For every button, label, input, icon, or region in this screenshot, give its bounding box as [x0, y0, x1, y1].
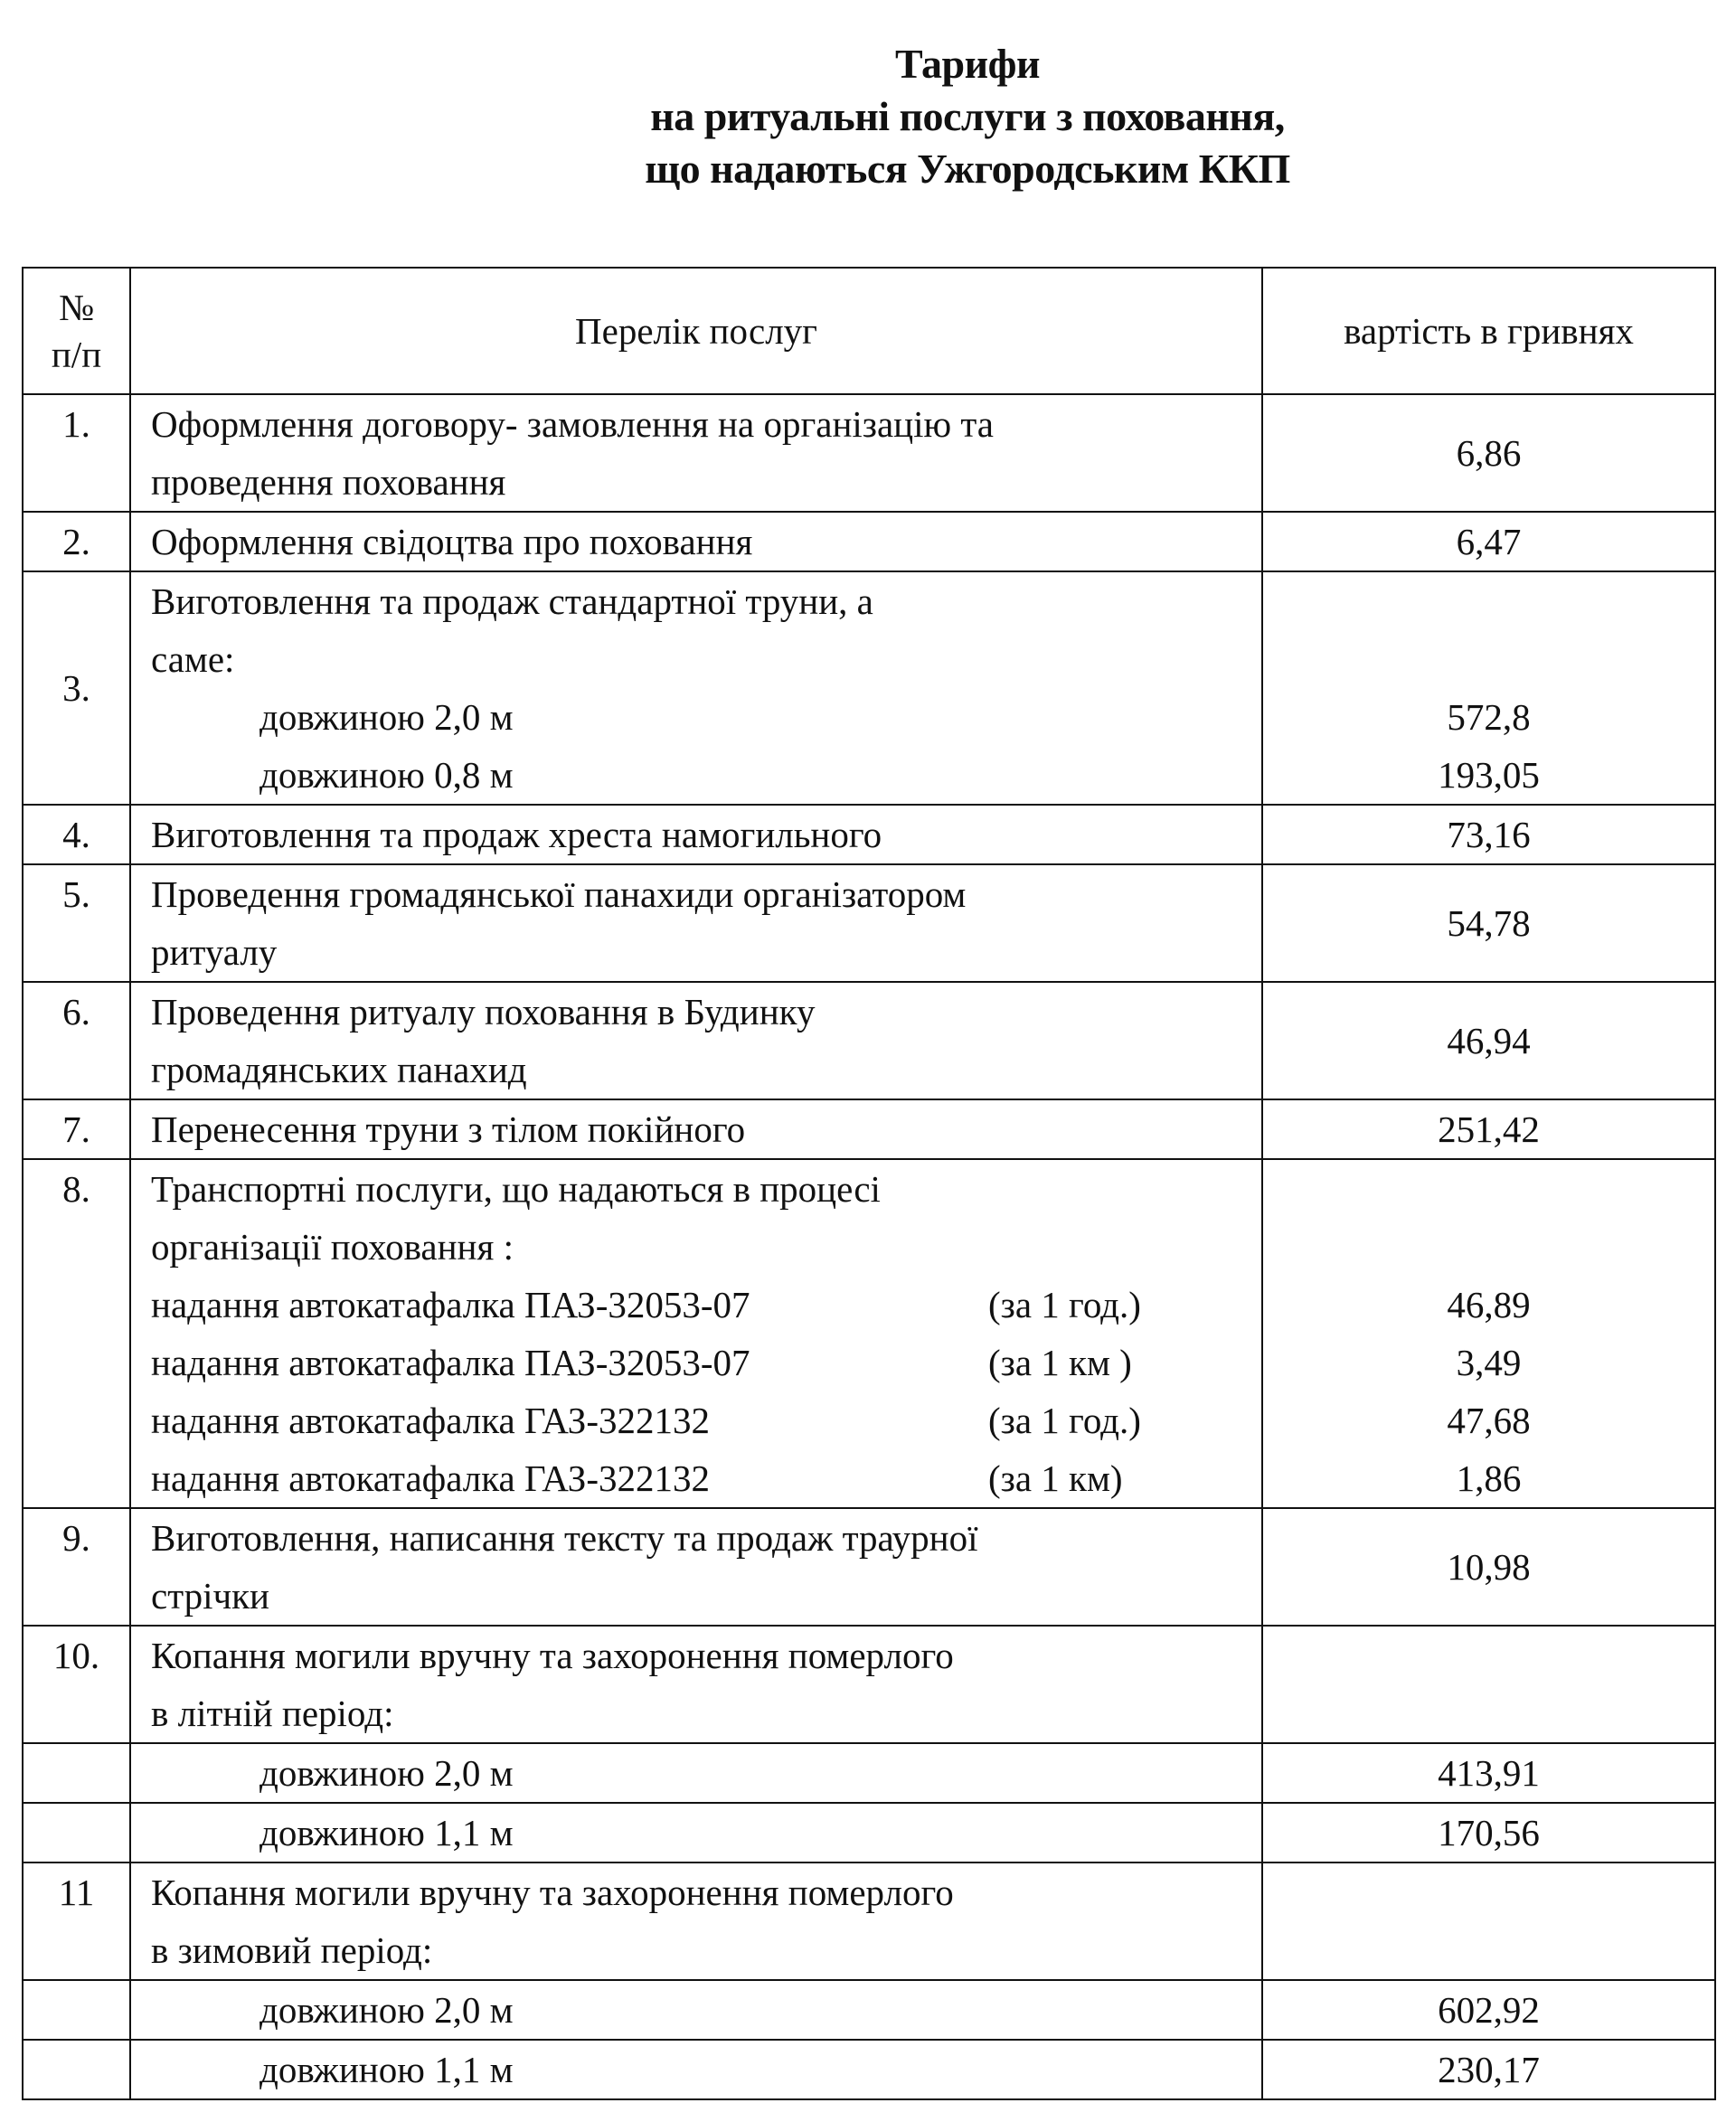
row-number: 10.: [23, 1626, 130, 1743]
row-service: [130, 1863, 1262, 1980]
table-row: [23, 1099, 1715, 1159]
service-text: Виготовлення, написання тексту та продаж траурної: [151, 1517, 978, 1559]
sub-item-price: 46,89: [1447, 1284, 1531, 1325]
vehicle-label: надання автокатафалка ПАЗ-32053-07: [151, 1284, 750, 1325]
transport-item: [151, 1449, 1252, 1507]
table-row: [23, 512, 1715, 571]
row-price: 6,86: [1262, 394, 1715, 512]
sub-item-label: довжиною 2,0 м: [259, 1752, 514, 1794]
service-text: Оформлення свідоцтва про поховання: [151, 521, 753, 562]
row-service: [130, 2040, 1262, 2099]
tariffs-table: [22, 267, 1716, 2100]
sub-item-price: 3,49: [1456, 1342, 1522, 1383]
service-text: Перенесення труни з тілом покійного: [151, 1108, 746, 1150]
title-line-3: що надаються Ужгородським ККП: [645, 146, 1290, 192]
row-number: [23, 2040, 130, 2099]
row-price: 46,94: [1262, 982, 1715, 1099]
row-price: 602,92: [1262, 1980, 1715, 2040]
table-row: [23, 982, 1715, 1099]
sub-item-price: 572,8: [1447, 696, 1531, 738]
row-number: 4.: [23, 805, 130, 864]
service-text: проведення поховання: [151, 461, 506, 503]
sub-item-label: довжиною 2,0 м: [259, 1989, 514, 2031]
sub-item-price: 193,05: [1438, 754, 1540, 796]
table-row: [23, 1863, 1715, 1980]
vehicle-label: надання автокатафалка ГАЗ-322132: [151, 1457, 711, 1499]
unit-label: (за 1 год.): [988, 1284, 1141, 1325]
service-text: в літній період:: [151, 1693, 394, 1734]
title-line-2: на ритуальні послуги з поховання,: [650, 93, 1285, 139]
row-service: [130, 1980, 1262, 2040]
row-number: [23, 1743, 130, 1803]
row-service: [130, 1803, 1262, 1863]
row-price: [1262, 1626, 1715, 1743]
row-service: [130, 1508, 1262, 1626]
service-text: в зимовий період:: [151, 1929, 433, 1971]
vehicle-label: надання автокатафалка ПАЗ-32053-07: [151, 1342, 750, 1383]
row-number: 7.: [23, 1099, 130, 1159]
table-row: [23, 1159, 1715, 1508]
row-price: 413,91: [1262, 1743, 1715, 1803]
row-service: [130, 394, 1262, 512]
sub-item-label: довжиною 1,1 м: [259, 2049, 514, 2090]
table-row: [23, 394, 1715, 512]
row-service: [130, 1159, 1262, 1508]
sub-item-label: довжиною 2,0 м: [259, 696, 514, 738]
row-number: 9.: [23, 1508, 130, 1626]
title-line-1: Тарифи: [895, 41, 1040, 87]
sub-item-price: 47,68: [1447, 1400, 1531, 1441]
row-number: [23, 1980, 130, 2040]
row-number: 11: [23, 1863, 130, 1980]
unit-label: (за 1 км): [988, 1457, 1123, 1499]
row-service: [130, 982, 1262, 1099]
service-text: Виготовлення та продаж стандартної труни, а: [151, 580, 873, 622]
header-price: вартість в гривнях: [1262, 268, 1715, 394]
row-service: [130, 805, 1262, 864]
document-title: [542, 38, 1392, 195]
row-price: 10,98: [1262, 1508, 1715, 1626]
row-number: [23, 1803, 130, 1863]
row-service: [130, 1099, 1262, 1159]
service-text: громадянських панахид: [151, 1049, 527, 1090]
table-row: [23, 1508, 1715, 1626]
table-subrow: [23, 1743, 1715, 1803]
row-price: [1262, 571, 1715, 805]
row-number: 3.: [23, 571, 130, 805]
row-service: [130, 512, 1262, 571]
row-price: 6,47: [1262, 512, 1715, 571]
sub-item-label: довжиною 0,8 м: [259, 754, 514, 796]
sub-item-label: довжиною 1,1 м: [259, 1812, 514, 1853]
service-text: ритуалу: [151, 931, 278, 973]
row-number: 2.: [23, 512, 130, 571]
row-number: 6.: [23, 982, 130, 1099]
table-header-row: [23, 268, 1715, 394]
sub-item-price: 1,86: [1456, 1457, 1522, 1499]
row-price: 170,56: [1262, 1803, 1715, 1863]
row-service: [130, 571, 1262, 805]
row-number: 8.: [23, 1159, 130, 1508]
service-text: Проведення ритуалу поховання в Будинку: [151, 991, 816, 1033]
table-subrow: [23, 1803, 1715, 1863]
service-text: Копання могили вручну та захоронення померлого: [151, 1872, 954, 1913]
unit-label: (за 1 км ): [988, 1342, 1132, 1383]
table-row: [23, 1626, 1715, 1743]
header-service: Перелік послуг: [130, 268, 1262, 394]
table-subrow: [23, 1980, 1715, 2040]
row-price: [1262, 1863, 1715, 1980]
row-price: [1262, 1159, 1715, 1508]
service-text: Копання могили вручну та захоронення померлого: [151, 1635, 954, 1676]
row-price: 251,42: [1262, 1099, 1715, 1159]
service-text: Виготовлення та продаж хреста намогильного: [151, 814, 882, 855]
transport-item: [151, 1276, 1252, 1334]
table-row: [23, 571, 1715, 805]
row-price: 54,78: [1262, 864, 1715, 982]
service-text: саме:: [151, 638, 235, 680]
header-number-abbr: п/п: [51, 334, 102, 375]
row-number: 1.: [23, 394, 130, 512]
table-row: [23, 805, 1715, 864]
row-price: 230,17: [1262, 2040, 1715, 2099]
transport-item: [151, 1334, 1252, 1391]
table-subrow: [23, 2040, 1715, 2099]
row-number: 5.: [23, 864, 130, 982]
row-service: [130, 864, 1262, 982]
header-number: [23, 268, 130, 394]
header-number-symbol: №: [58, 287, 95, 328]
row-service: [130, 1743, 1262, 1803]
unit-label: (за 1 год.): [988, 1400, 1141, 1441]
transport-item: [151, 1391, 1252, 1449]
row-price: 73,16: [1262, 805, 1715, 864]
vehicle-label: надання автокатафалка ГАЗ-322132: [151, 1400, 711, 1441]
service-text: Проведення громадянської панахиди організатором: [151, 873, 967, 915]
service-text: Транспортні послуги, що надаються в процесі: [151, 1168, 881, 1210]
service-text: організації поховання :: [151, 1226, 514, 1268]
service-text: Оформлення договору- замовлення на організацію та: [151, 403, 995, 445]
table-row: [23, 864, 1715, 982]
row-service: [130, 1626, 1262, 1743]
service-text: стрічки: [151, 1575, 269, 1617]
